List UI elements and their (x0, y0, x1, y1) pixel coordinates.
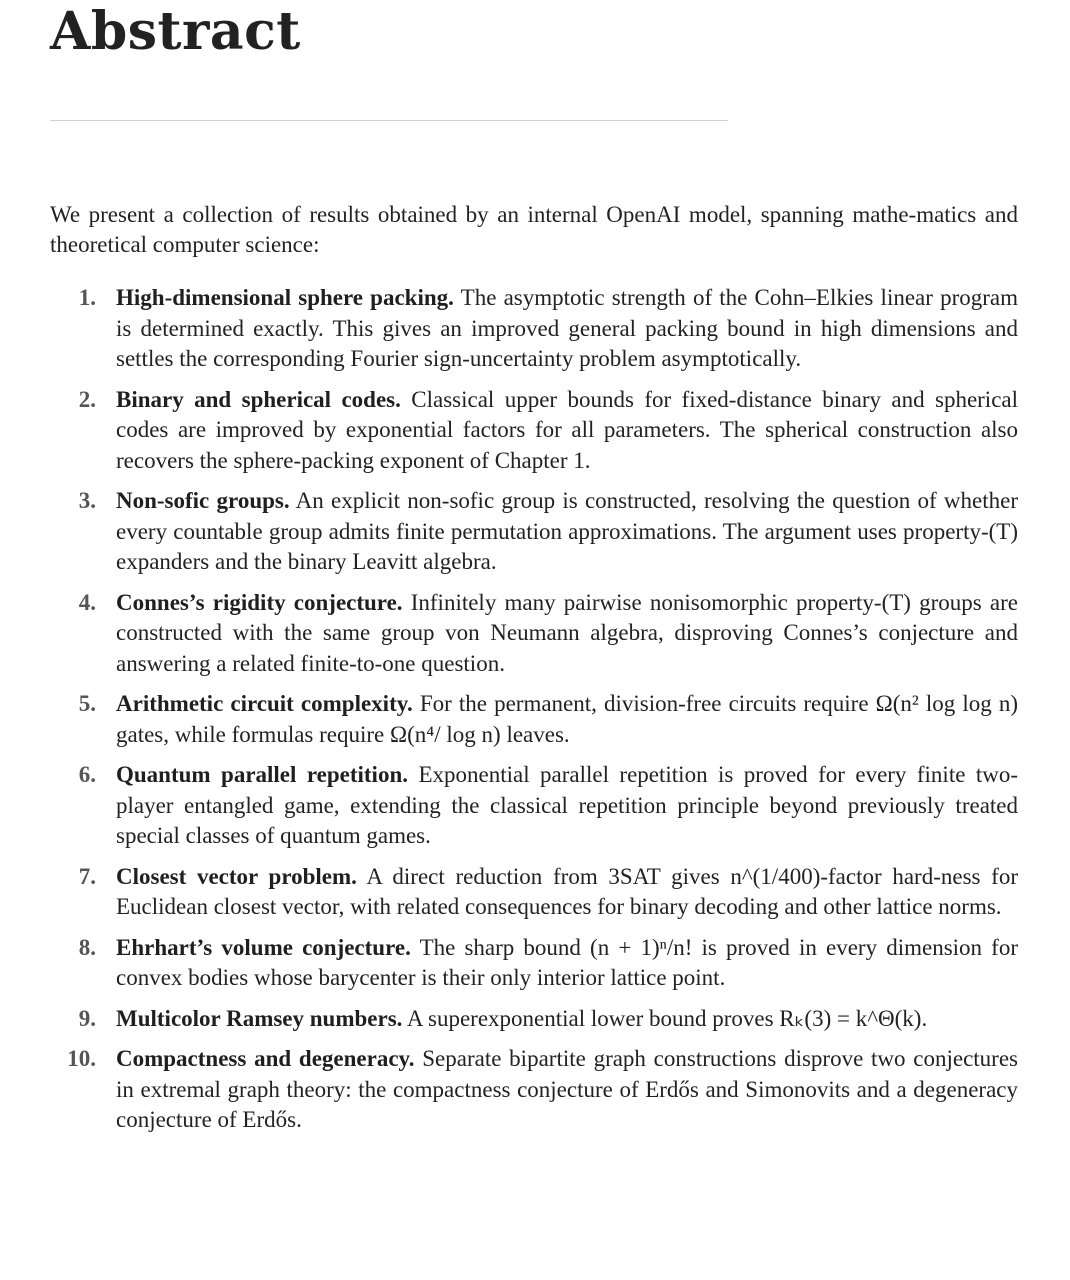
item-number: 9. (78, 1005, 96, 1031)
item-text: Classical upper bounds for fixed-distance binary and spherical codes are improved by exponential factors for all parameters. The spherical construction also recovers the sphere-packing exponent of Chapter 1. (116, 386, 1019, 473)
list-item (50, 283, 1018, 375)
item-text: For the permanent, division-free circuits require Ω(n² log log n) gates, while formulas require Ω(n⁴/ log n) leaves. (116, 691, 1019, 747)
title-divider (50, 120, 728, 121)
item-text: Exponential parallel repetition is proved for every finite two-player entangled game, extending the classical repetition principle beyond previously treated special classes of quantum games. (116, 762, 1019, 848)
list-item (50, 933, 1018, 994)
page-title: Abstract (50, 1, 301, 62)
item-heading: High-dimensional sphere packing. (116, 285, 454, 310)
item-text: An explicit non-sofic group is constructed, resolving the question of whether every countable group admits finite permutation approximations. The argument uses property-(T) expanders and the binary Leavitt algebra. (116, 488, 1018, 574)
item-text: A direct reduction from 3SAT gives n^(1/400)-factor hard-ness for Euclidean closest vector, with related consequences for binary decoding and other lattice norms. (116, 863, 1018, 919)
item-text: Infinitely many pairwise nonisomorphic property-(T) groups are constructed with the same group von Neumann algebra, disproving Connes’s conjecture and answering a related finite-to-one question. (116, 589, 1018, 676)
item-number: 1. (78, 285, 96, 310)
item-text: The asymptotic strength of the Cohn–Elkies linear program is determined exactly. This gives an improved general packing bound in high dimensions and settles the corresponding Fourier sign-uncertainty problem asymptotically. (116, 285, 1018, 371)
item-number: 7. (78, 863, 96, 889)
list-item (50, 385, 1018, 477)
item-number: 10. (67, 1046, 96, 1071)
item-heading: Compactness and degeneracy. (116, 1046, 415, 1071)
item-number: 6. (78, 762, 96, 787)
abstract-intro: We present a collection of results obtained by an internal OpenAI model, spanning mathe-matics and theoretical computer science: (50, 202, 1018, 257)
item-number: 4. (78, 589, 96, 615)
item-heading: Quantum parallel repetition. (116, 762, 408, 787)
item-heading: Closest vector problem. (116, 863, 357, 889)
list-item (50, 689, 1018, 750)
list-item (50, 588, 1018, 680)
results-list (50, 283, 1018, 1146)
list-item (50, 486, 1018, 578)
item-heading: Multicolor Ramsey numbers. (116, 1005, 403, 1031)
item-heading: Ehrhart’s volume conjecture. (116, 934, 411, 960)
list-item (50, 1044, 1018, 1136)
item-number: 8. (78, 934, 96, 960)
item-heading: Non-sofic groups. (116, 488, 290, 513)
item-text: Separate bipartite graph constructions disprove two conjectures in extremal graph theory: the compactness conjecture of Erdős and Simonovits and a degeneracy conjecture of Erdős. (116, 1046, 1018, 1132)
item-heading: Arithmetic circuit complexity. (116, 691, 413, 716)
item-number: 2. (78, 386, 96, 412)
list-item (50, 760, 1018, 852)
item-text: The sharp bound (n + 1)ⁿ/n! is proved in every dimension for convex bodies whose barycenter is their only interior lattice point. (116, 934, 1018, 990)
item-heading: Binary and spherical codes. (116, 386, 401, 412)
list-item (50, 1004, 1018, 1035)
item-heading: Connes’s rigidity conjecture. (116, 589, 403, 615)
list-item (50, 862, 1018, 923)
item-number: 5. (78, 691, 96, 716)
paper-page (50, 0, 1020, 1132)
item-text: A superexponential lower bound proves Rₖ(3) = k^Θ(k). (406, 1005, 928, 1031)
item-number: 3. (78, 488, 96, 513)
